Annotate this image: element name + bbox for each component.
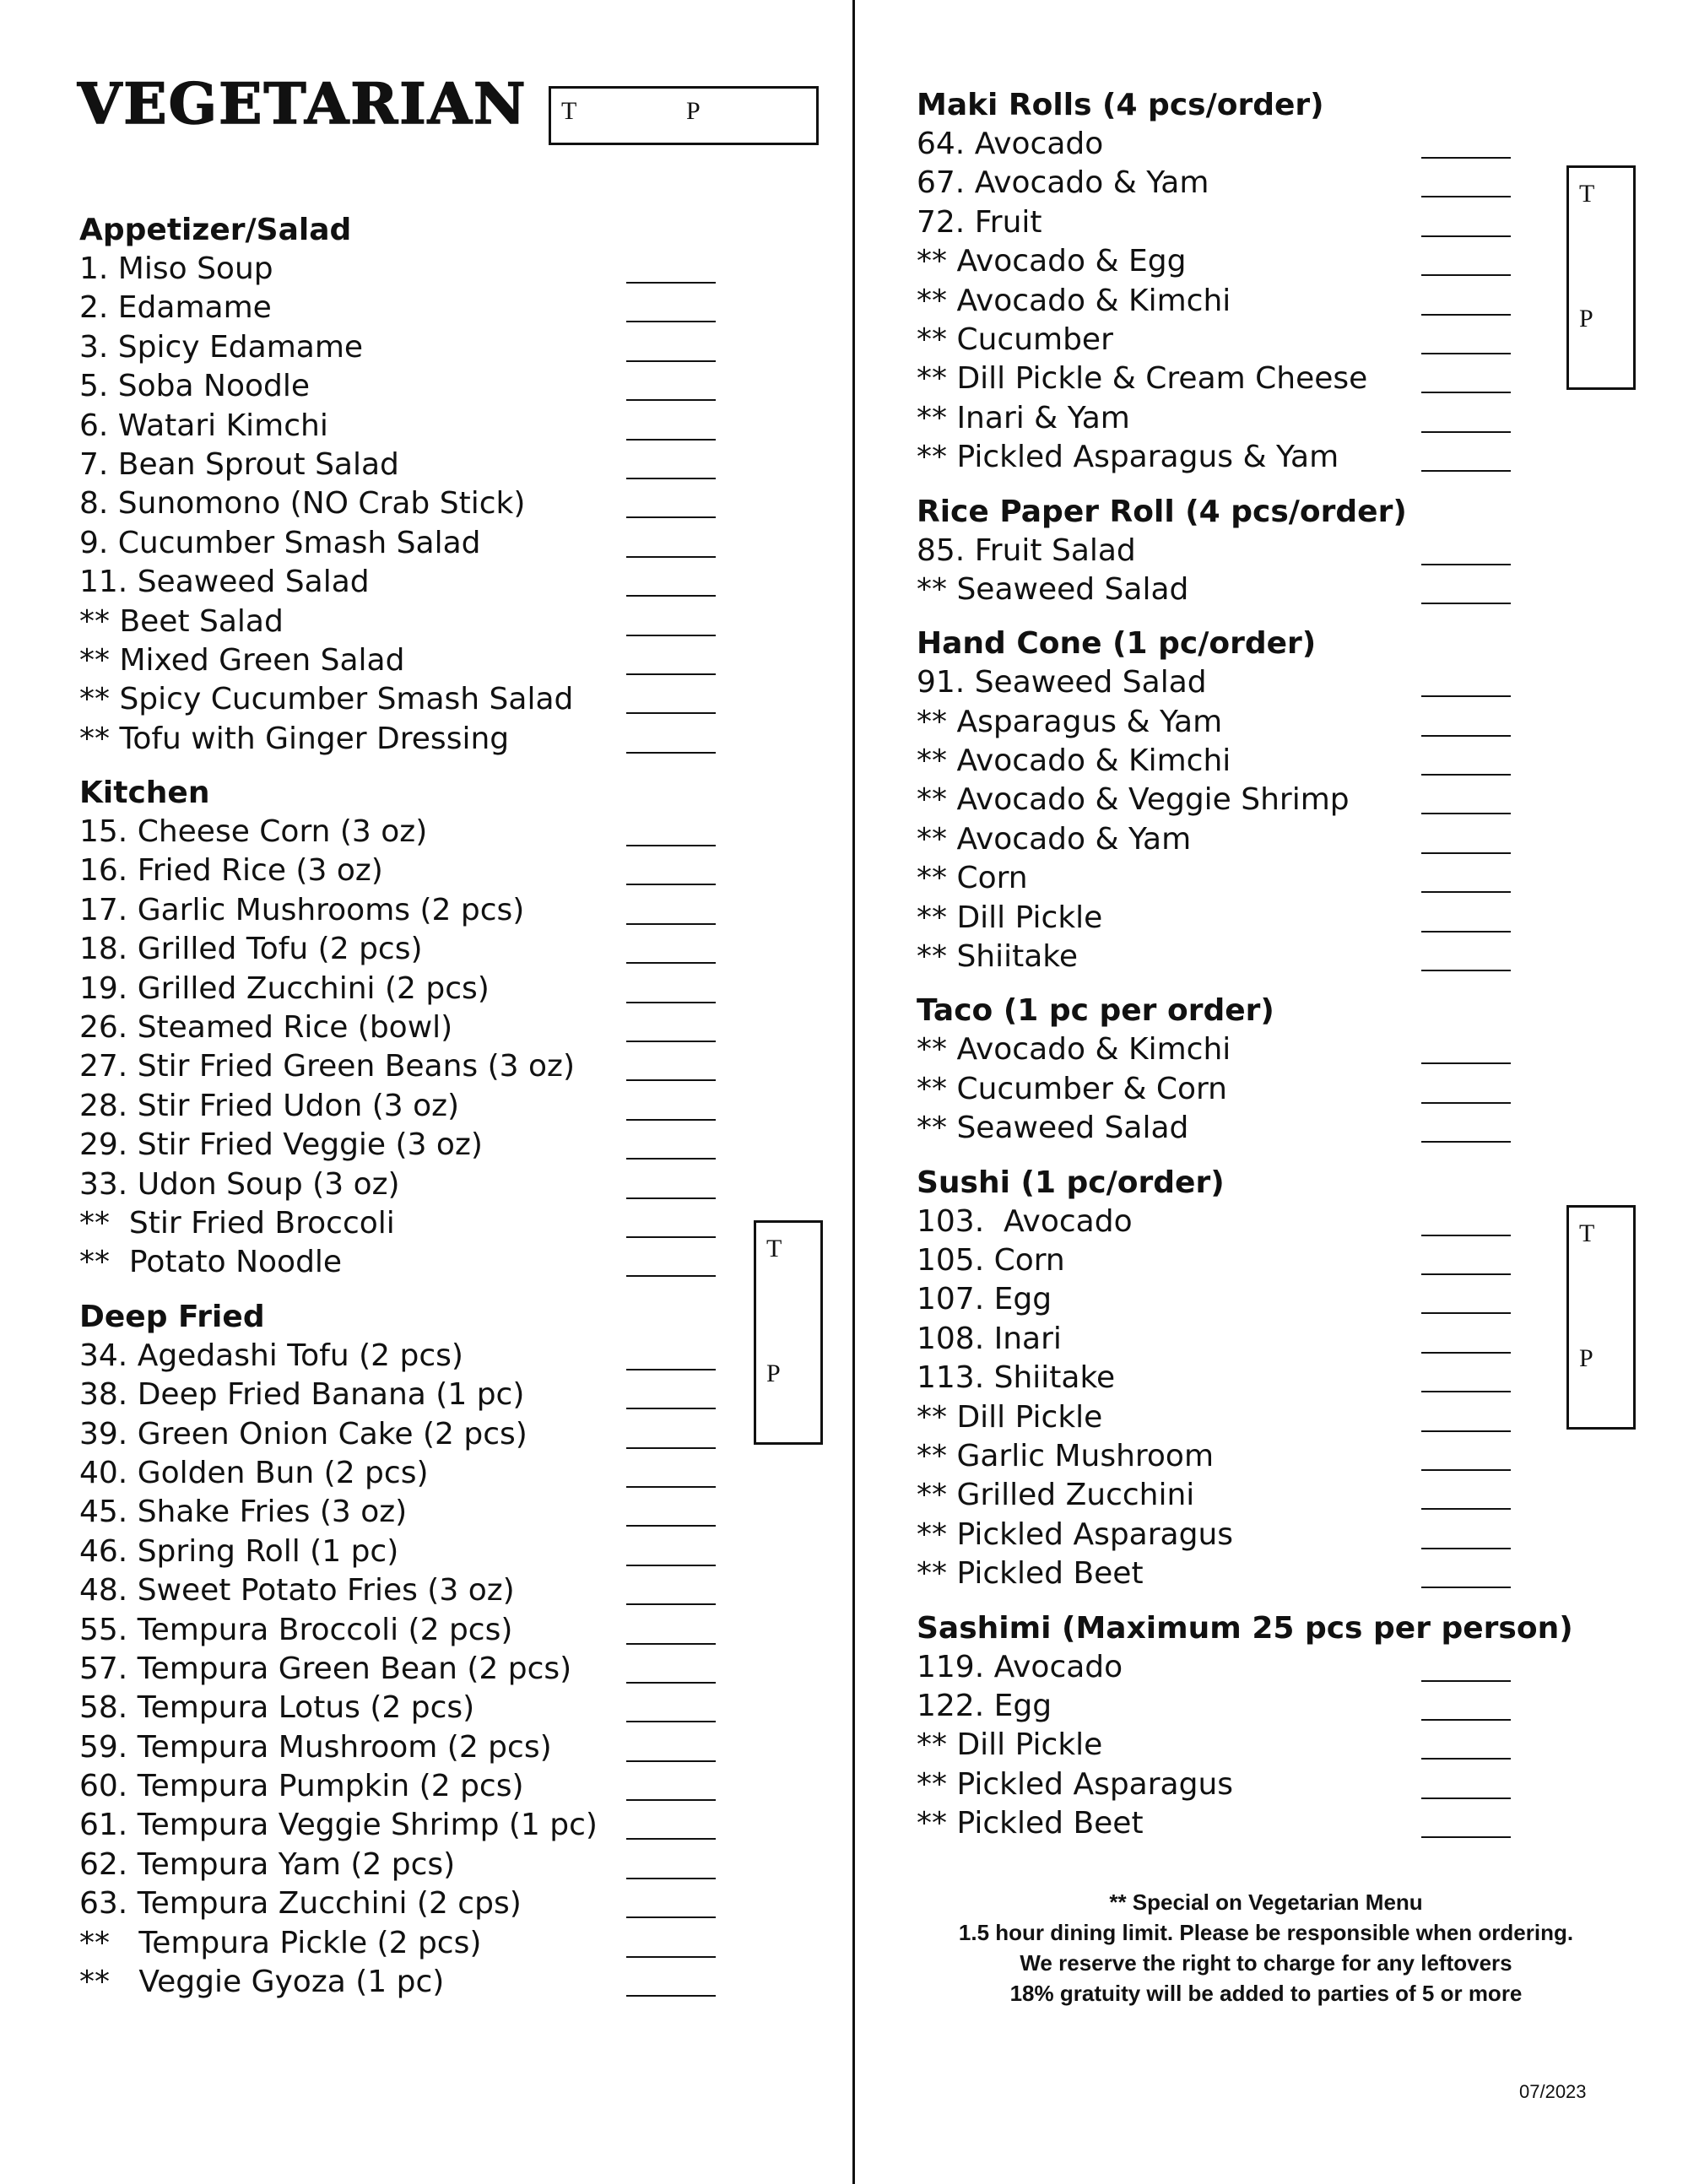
menu-item-label: ** Mixed Green Salad — [79, 642, 405, 678]
menu-item-label: ** Pickled Asparagus — [917, 1516, 1234, 1552]
menu-item — [917, 438, 1642, 477]
menu-item-label: 3. Spicy Edamame — [79, 329, 364, 365]
menu-item-label: ** Dill Pickle — [917, 900, 1103, 935]
quantity-blank[interactable] — [626, 1369, 716, 1370]
menu-item — [917, 1398, 1642, 1437]
menu-item — [917, 1648, 1642, 1687]
menu-item — [79, 1611, 805, 1650]
menu-item-label: ** Asparagus & Yam — [917, 704, 1223, 739]
tp-box-kitchen — [754, 1220, 823, 1445]
menu-item-label: ** Garlic Mushroom — [917, 1438, 1215, 1473]
menu-item-label: 62. Tempura Yam (2 pcs) — [79, 1846, 456, 1882]
menu-item-label: 67. Avocado & Yam — [917, 165, 1209, 201]
menu-item — [79, 970, 805, 1008]
menu-item — [79, 328, 805, 367]
menu-item — [79, 1846, 805, 1884]
quantity-blank[interactable] — [1421, 235, 1511, 237]
quantity-blank[interactable] — [626, 1119, 716, 1121]
quantity-blank[interactable] — [626, 1682, 716, 1684]
menu-item — [79, 1047, 805, 1086]
quantity-blank[interactable] — [626, 282, 716, 284]
menu-item-label: 7. Bean Sprout Salad — [79, 446, 399, 482]
menu-item — [917, 938, 1642, 976]
section-title: Rice Paper Roll (4 pcs/order) — [917, 494, 1407, 529]
menu-item-label: 1. Miso Soup — [79, 251, 273, 286]
quantity-blank[interactable] — [1421, 1508, 1511, 1510]
quantity-blank[interactable] — [626, 1878, 716, 1879]
quantity-blank[interactable] — [626, 556, 716, 558]
tp-p-label: P — [766, 1360, 781, 1387]
quantity-blank[interactable] — [1421, 1352, 1511, 1354]
menu-item — [917, 359, 1642, 398]
quantity-blank[interactable] — [626, 1197, 716, 1199]
menu-item — [79, 1243, 805, 1282]
menu-item-label: ** Cucumber — [917, 322, 1113, 357]
menu-item — [917, 1437, 1642, 1476]
quantity-blank[interactable] — [1421, 1587, 1511, 1588]
menu-item-label: 38. Deep Fried Banana (1 pc) — [79, 1377, 525, 1413]
menu-item — [79, 1806, 805, 1845]
menu-item — [79, 1884, 805, 1923]
menu-item-label: 63. Tempura Zucchini (2 cps) — [79, 1886, 522, 1922]
menu-item-label: 29. Stir Fried Veggie (3 oz) — [79, 1127, 483, 1163]
revision-date: 07/2023 — [1519, 2081, 1587, 2102]
quantity-blank[interactable] — [1421, 852, 1511, 854]
menu-item — [917, 859, 1642, 898]
menu-item — [917, 1359, 1642, 1397]
quantity-blank[interactable] — [626, 673, 716, 675]
quantity-blank[interactable] — [1421, 813, 1511, 814]
quantity-blank[interactable] — [626, 595, 716, 597]
menu-item-label: 58. Tempura Lotus (2 pcs) — [79, 1690, 475, 1726]
quantity-blank[interactable] — [1421, 695, 1511, 697]
section-gap — [917, 478, 1642, 493]
menu-item — [917, 1726, 1642, 1765]
menu-item — [79, 1689, 805, 1727]
quantity-blank[interactable] — [626, 1838, 716, 1840]
menu-item-label: 105. Corn — [917, 1242, 1065, 1278]
quantity-blank[interactable] — [1421, 1391, 1511, 1392]
menu-item — [917, 399, 1642, 438]
menu-item-label: 27. Stir Fried Green Beans (3 oz) — [79, 1049, 575, 1084]
menu-item-label: 64. Avocado — [917, 127, 1104, 161]
section-title: Taco (1 pc per order) — [917, 993, 1274, 1029]
menu-item — [917, 164, 1642, 203]
quantity-blank[interactable] — [626, 923, 716, 925]
menu-item — [79, 1415, 805, 1454]
quantity-blank[interactable] — [626, 321, 716, 322]
menu-item — [79, 851, 805, 890]
menu-item — [79, 407, 805, 446]
menu-item-label: 48. Sweet Potato Fries (3 oz) — [79, 1573, 515, 1608]
menu-item — [79, 446, 805, 484]
quantity-blank[interactable] — [626, 1447, 716, 1449]
menu-item-label: 34. Agedashi Tofu (2 pcs) — [79, 1338, 463, 1373]
menu-item-label: ** Pickled Beet — [917, 1806, 1144, 1841]
menu-item — [79, 1204, 805, 1243]
footer-notes — [928, 1887, 1604, 2008]
menu-item-label: 18. Grilled Tofu (2 pcs) — [79, 932, 423, 967]
quantity-blank[interactable] — [626, 1275, 716, 1277]
menu-item — [79, 563, 805, 602]
menu-item-label: ** Avocado & Yam — [917, 821, 1192, 857]
menu-item — [917, 203, 1642, 242]
menu-item-label: ** Veggie Gyoza (1 pc) — [79, 1965, 445, 2000]
quantity-blank[interactable] — [626, 1158, 716, 1160]
menu-item-label: ** Avocado & Kimchi — [917, 743, 1231, 779]
quantity-blank[interactable] — [626, 1525, 716, 1527]
menu-item-label: ** Shiitake — [917, 939, 1079, 975]
tp-t-label: T — [1579, 1219, 1595, 1247]
menu-item-label: ** Pickled Asparagus — [917, 1766, 1234, 1802]
quantity-blank[interactable] — [1421, 1797, 1511, 1799]
menu-item — [79, 484, 805, 523]
footer-line: ** Special on Vegetarian Menu — [1109, 1889, 1423, 1915]
tp-box-maki — [1566, 165, 1636, 390]
quantity-blank[interactable] — [626, 360, 716, 362]
section-title: Hand Cone (1 pc/order) — [917, 626, 1317, 662]
menu-item-label: ** Avocado & Kimchi — [917, 1032, 1231, 1068]
quantity-blank[interactable] — [1421, 970, 1511, 971]
menu-item-label: 8. Sunomono (NO Crab Stick) — [79, 486, 526, 522]
quantity-blank[interactable] — [626, 1603, 716, 1605]
section-title: Sashimi (Maximum 25 pcs per person) — [917, 1610, 1573, 1646]
quantity-blank[interactable] — [626, 1486, 716, 1488]
menu-item — [917, 1280, 1642, 1319]
menu-item-label: 46. Spring Roll (1 pc) — [79, 1533, 399, 1569]
quantity-blank[interactable] — [626, 884, 716, 885]
quantity-blank[interactable] — [626, 516, 716, 518]
menu-item-label: ** Avocado & Egg — [917, 244, 1187, 279]
quantity-blank[interactable] — [626, 1956, 716, 1958]
quantity-blank[interactable] — [626, 1916, 716, 1918]
menu-item — [917, 781, 1642, 819]
menu-item — [917, 1476, 1642, 1515]
quantity-blank[interactable] — [626, 1236, 716, 1238]
tp-t-label: T — [1579, 180, 1595, 208]
quantity-blank[interactable] — [1421, 157, 1511, 159]
menu-item-label: 26. Steamed Rice (bowl) — [79, 1010, 453, 1046]
left-column — [79, 211, 805, 2002]
section-gap — [917, 1149, 1642, 1164]
menu-item — [79, 367, 805, 406]
menu-item-label: 40. Golden Bun (2 pcs) — [79, 1455, 429, 1490]
menu-item-label: ** Corn — [917, 861, 1028, 896]
quantity-blank[interactable] — [1421, 1469, 1511, 1471]
quantity-blank[interactable] — [1421, 1102, 1511, 1104]
menu-item-label: 91. Seaweed Salad — [917, 665, 1207, 700]
menu-item — [79, 930, 805, 969]
quantity-blank[interactable] — [1421, 196, 1511, 197]
quantity-blank[interactable] — [626, 1760, 716, 1762]
menu-item — [79, 1454, 805, 1493]
menu-item-label: ** Seaweed Salad — [917, 571, 1189, 607]
menu-item — [917, 321, 1642, 359]
quantity-blank[interactable] — [626, 1408, 716, 1409]
menu-item — [917, 663, 1642, 702]
quantity-blank[interactable] — [1421, 891, 1511, 893]
page-title: VEGETARIAN — [78, 71, 528, 137]
footer-line: 18% gratuity will be added to parties of 5 or more — [1009, 1981, 1523, 2006]
menu-item — [79, 250, 805, 289]
menu-item — [917, 1030, 1642, 1069]
menu-item — [917, 1554, 1642, 1593]
footer-line: We reserve the right to charge for any leftovers — [1020, 1950, 1512, 1976]
menu-item-label: ** Dill Pickle & Cream Cheese — [917, 361, 1368, 397]
menu-item — [917, 1070, 1642, 1109]
quantity-blank[interactable] — [1421, 1312, 1511, 1314]
menu-item-label: ** Avocado & Veggie Shrimp — [917, 782, 1350, 818]
menu-item-label: 107. Egg — [917, 1282, 1052, 1317]
menu-item-label: 15. Cheese Corn (3 oz) — [79, 814, 428, 850]
menu-item-label: 57. Tempura Green Bean (2 pcs) — [79, 1651, 572, 1686]
menu-item-label: 122. Egg — [917, 1688, 1052, 1723]
quantity-blank[interactable] — [1421, 774, 1511, 776]
footer-line: 1.5 hour dining limit. Please be responsible when ordering. — [958, 1920, 1574, 1945]
right-column — [917, 86, 1642, 1843]
menu-item-label: ** Cucumber & Corn — [917, 1071, 1227, 1106]
quantity-blank[interactable] — [1421, 564, 1511, 565]
tp-p-label: P — [686, 97, 701, 125]
quantity-blank[interactable] — [626, 1643, 716, 1645]
tp-t-label: T — [561, 97, 577, 125]
menu-item — [79, 1963, 805, 2002]
menu-item — [79, 1376, 805, 1414]
menu-item-label: 39. Green Onion Cake (2 pcs) — [79, 1416, 528, 1451]
quantity-blank[interactable] — [1421, 735, 1511, 737]
menu-item-label: ** Pickled Beet — [917, 1556, 1144, 1592]
menu-item-label: 45. Shake Fries (3 oz) — [79, 1495, 408, 1530]
quantity-blank[interactable] — [1421, 1548, 1511, 1549]
quantity-blank[interactable] — [626, 1565, 716, 1566]
quantity-blank[interactable] — [626, 1995, 716, 1997]
menu-item — [917, 1203, 1642, 1241]
menu-item — [917, 742, 1642, 781]
menu-item-label: ** Spicy Cucumber Smash Salad — [79, 682, 574, 717]
menu-item — [917, 899, 1642, 938]
menu-item-label: ** Dill Pickle — [917, 1727, 1103, 1763]
quantity-blank[interactable] — [1421, 353, 1511, 354]
section-gap — [79, 759, 805, 774]
menu-item-label: ** Seaweed Salad — [917, 1111, 1189, 1146]
section-gap — [917, 976, 1642, 992]
quantity-blank[interactable] — [1421, 1273, 1511, 1275]
menu-item-label: 72. Fruit — [917, 204, 1042, 240]
menu-item — [79, 1008, 805, 1047]
quantity-blank[interactable] — [626, 399, 716, 401]
quantity-blank[interactable] — [626, 962, 716, 964]
menu-item-label: 113. Shiitake — [917, 1360, 1116, 1396]
quantity-blank[interactable] — [1421, 1235, 1511, 1236]
menu-item — [79, 289, 805, 327]
menu-item — [917, 570, 1642, 609]
menu-item-label: ** Beet Salad — [79, 603, 284, 639]
menu-item-label: 2. Edamame — [79, 290, 272, 326]
menu-item-label: 119. Avocado — [917, 1649, 1123, 1684]
menu-item-label: 85. Fruit Salad — [917, 532, 1136, 568]
menu-item — [79, 720, 805, 759]
tp-box-header — [549, 86, 819, 145]
section-title: Sushi (1 pc/order) — [917, 1165, 1225, 1200]
menu-item — [79, 1337, 805, 1376]
section-title: Appetizer/Salad — [79, 213, 352, 247]
section-title: Deep Fried — [79, 1299, 265, 1334]
section-gap — [79, 1283, 805, 1298]
quantity-blank[interactable] — [1421, 1758, 1511, 1760]
menu-item — [79, 1650, 805, 1689]
quantity-blank[interactable] — [1421, 392, 1511, 393]
menu-item-label: 9. Cucumber Smash Salad — [79, 525, 481, 560]
menu-item-label: 6. Watari Kimchi — [79, 408, 328, 443]
menu-item — [79, 1493, 805, 1532]
quantity-blank[interactable] — [1421, 1430, 1511, 1432]
menu-item-label: ** Grilled Zucchini — [917, 1478, 1195, 1513]
quantity-blank[interactable] — [626, 439, 716, 441]
quantity-blank[interactable] — [1421, 1141, 1511, 1143]
section-title: Kitchen — [79, 776, 210, 811]
menu-item — [79, 1728, 805, 1767]
menu-item — [79, 813, 805, 851]
quantity-blank[interactable] — [626, 478, 716, 479]
menu-item-label: 55. Tempura Broccoli (2 pcs) — [79, 1612, 513, 1647]
menu-item — [917, 532, 1642, 570]
quantity-blank[interactable] — [626, 712, 716, 714]
menu-item-label: ** Avocado & Kimchi — [917, 283, 1231, 318]
menu-item — [79, 641, 805, 680]
menu-item-label: ** Tofu with Ginger Dressing — [79, 721, 510, 756]
menu-item-label: 60. Tempura Pumpkin (2 pcs) — [79, 1769, 524, 1804]
menu-item — [79, 1924, 805, 1963]
quantity-blank[interactable] — [1421, 470, 1511, 472]
quantity-blank[interactable] — [1421, 1719, 1511, 1721]
menu-item-label: ** Tempura Pickle (2 pcs) — [79, 1925, 482, 1960]
menu-item-label: ** Inari & Yam — [917, 400, 1130, 435]
menu-item — [79, 603, 805, 641]
menu-item — [917, 1687, 1642, 1726]
menu-item — [79, 891, 805, 930]
section-title: Maki Rolls (4 pcs/order) — [917, 88, 1324, 122]
tp-p-label: P — [1579, 1344, 1593, 1372]
menu-item — [917, 1320, 1642, 1359]
quantity-blank[interactable] — [1421, 1836, 1511, 1838]
tp-box-sushi — [1566, 1205, 1636, 1430]
quantity-blank[interactable] — [1421, 1062, 1511, 1064]
menu-item-label: 103. Avocado — [917, 1203, 1133, 1239]
menu-item-label: 28. Stir Fried Udon (3 oz) — [79, 1088, 460, 1123]
menu-item-label: 108. Inari — [917, 1321, 1062, 1356]
menu-item-label: 16. Fried Rice (3 oz) — [79, 853, 383, 889]
menu-item — [917, 125, 1642, 164]
tp-t-label: T — [766, 1235, 782, 1262]
quantity-blank[interactable] — [626, 635, 716, 636]
menu-item-label: 59. Tempura Mushroom (2 pcs) — [79, 1729, 552, 1765]
menu-item — [79, 1126, 805, 1165]
menu-item-label: 5. Soba Noodle — [79, 369, 311, 404]
quantity-blank[interactable] — [626, 752, 716, 754]
menu-item — [917, 1804, 1642, 1843]
menu-item — [79, 524, 805, 563]
quantity-blank[interactable] — [1421, 431, 1511, 433]
menu-item — [917, 703, 1642, 742]
menu-item-label: 33. Udon Soup (3 oz) — [79, 1166, 400, 1202]
quantity-blank[interactable] — [626, 845, 716, 846]
quantity-blank[interactable] — [626, 1079, 716, 1081]
menu-item — [917, 1765, 1642, 1804]
quantity-blank[interactable] — [1421, 314, 1511, 316]
menu-item-label: 11. Seaweed Salad — [79, 565, 370, 600]
menu-item-label: 61. Tempura Veggie Shrimp (1 pc) — [79, 1808, 598, 1843]
quantity-blank[interactable] — [1421, 603, 1511, 604]
menu-item — [917, 1241, 1642, 1280]
menu-item — [79, 680, 805, 719]
menu-item-label: ** Potato Noodle — [79, 1245, 343, 1280]
quantity-blank[interactable] — [1421, 931, 1511, 933]
section-gap — [917, 609, 1642, 624]
menu-item — [79, 1533, 805, 1571]
quantity-blank[interactable] — [1421, 274, 1511, 276]
menu-item-label: ** Stir Fried Broccoli — [79, 1205, 395, 1241]
menu-item — [917, 1516, 1642, 1554]
quantity-blank[interactable] — [1421, 1680, 1511, 1682]
menu-item-label: 19. Grilled Zucchini (2 pcs) — [79, 970, 490, 1006]
menu-item-label: 17. Garlic Mushrooms (2 pcs) — [79, 892, 525, 927]
column-divider — [852, 0, 855, 2184]
menu-item — [79, 1767, 805, 1806]
menu-item — [79, 1571, 805, 1610]
menu-item — [917, 282, 1642, 321]
menu-item — [917, 242, 1642, 281]
menu-item — [79, 1165, 805, 1204]
menu-item — [917, 820, 1642, 859]
menu-item-label: ** Pickled Asparagus & Yam — [917, 440, 1339, 475]
section-gap — [917, 1594, 1642, 1609]
menu-item — [79, 1087, 805, 1126]
menu-item — [917, 1109, 1642, 1148]
quantity-blank[interactable] — [626, 1002, 716, 1003]
quantity-blank[interactable] — [626, 1799, 716, 1801]
quantity-blank[interactable] — [626, 1721, 716, 1722]
menu-item-label: ** Dill Pickle — [917, 1399, 1103, 1435]
quantity-blank[interactable] — [626, 1041, 716, 1042]
tp-p-label: P — [1579, 305, 1593, 332]
